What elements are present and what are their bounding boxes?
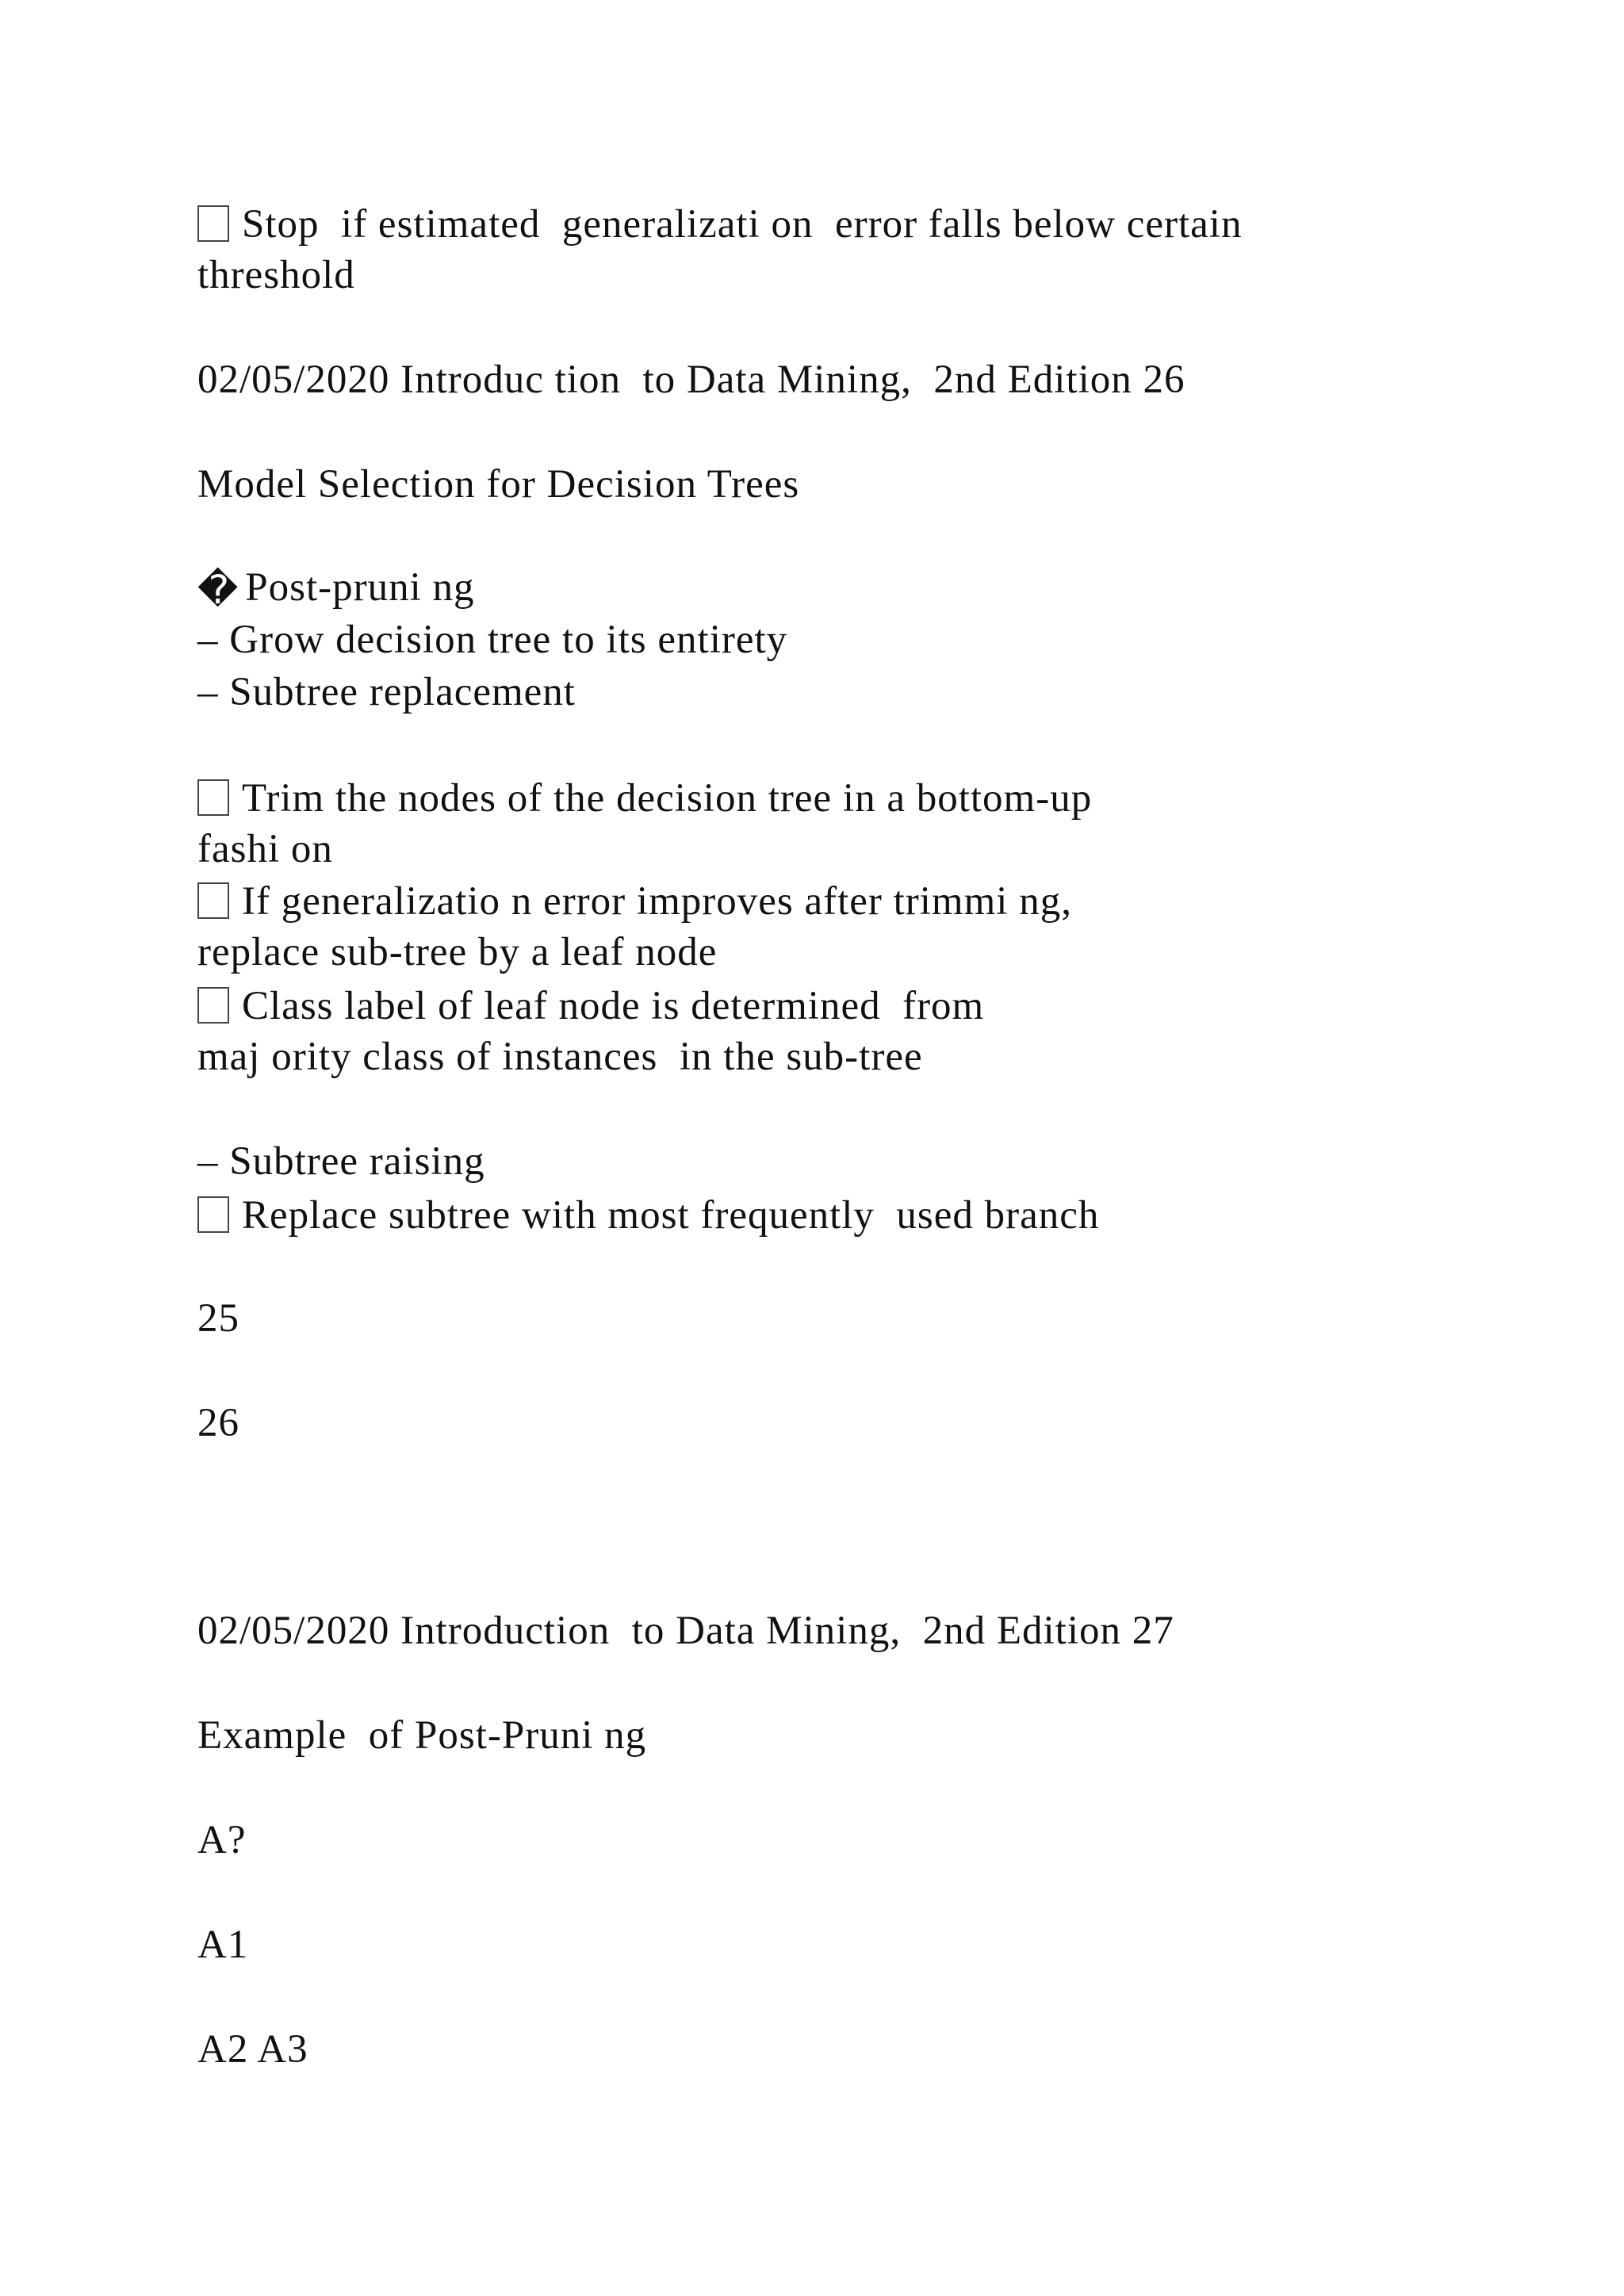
text-generalization-error: If generalizatio n error improves after trimmi ng, [242, 879, 1072, 924]
slide-header-26: 02/05/2020 Introduc tion to Data Mining, 2nd Edition 26 [197, 358, 1185, 402]
tree-node-a1: A1 [197, 1923, 249, 1967]
missing-glyph-bullet-icon [197, 779, 229, 816]
text-grow-tree: – Grow decision tree to its entirety [197, 618, 788, 662]
tree-node-a-question: A? [197, 1818, 247, 1862]
text-subtree-raising: – Subtree raising [197, 1139, 485, 1184]
text-fashion: fashi on [197, 827, 333, 871]
missing-glyph-bullet-icon [197, 1196, 229, 1233]
text-trim-nodes: Trim the nodes of the decision tree in a bottom-up [242, 776, 1093, 821]
bullet-line-replace-subtree [197, 1193, 1100, 1238]
slide-title-model-selection: Model Selection for Decision Trees [197, 462, 800, 507]
bullet-line-post-pruning [197, 565, 475, 613]
missing-glyph-bullet-icon [197, 882, 229, 919]
bullet-line-trim-nodes [197, 776, 1093, 821]
replacement-char-icon: � [197, 567, 239, 613]
page-number-26: 26 [197, 1401, 239, 1445]
text-post-pruning: Post-pruni ng [245, 565, 475, 610]
text-majority-class: maj ority class of instances in the sub-tree [197, 1035, 923, 1079]
bullet-line-generalization-error [197, 879, 1072, 924]
missing-glyph-bullet-icon [197, 205, 229, 242]
slide-header-27: 02/05/2020 Introduction to Data Mining, 2nd Edition 27 [197, 1609, 1174, 1653]
bullet-line-stop-threshold [197, 202, 1243, 247]
slide-title-example-post-pruning: Example of Post-Pruni ng [197, 1713, 647, 1758]
missing-glyph-bullet-icon [197, 987, 229, 1024]
text-replace-subtree-branch: Replace subtree with most frequently used branch [242, 1193, 1100, 1238]
tree-nodes-a2-a3: A2 A3 [197, 2027, 308, 2072]
text-stop-threshold: Stop if estimated generalizati on error falls below certain [242, 202, 1243, 247]
text-subtree-replacement: – Subtree replacement [197, 670, 576, 714]
text-replace-subtree: replace sub-tree by a leaf node [197, 930, 718, 974]
page-number-25: 25 [197, 1296, 239, 1341]
text-class-label: Class label of leaf node is determined from [242, 984, 985, 1028]
bullet-line-class-label [197, 986, 984, 1027]
text-threshold: threshold [197, 253, 355, 297]
